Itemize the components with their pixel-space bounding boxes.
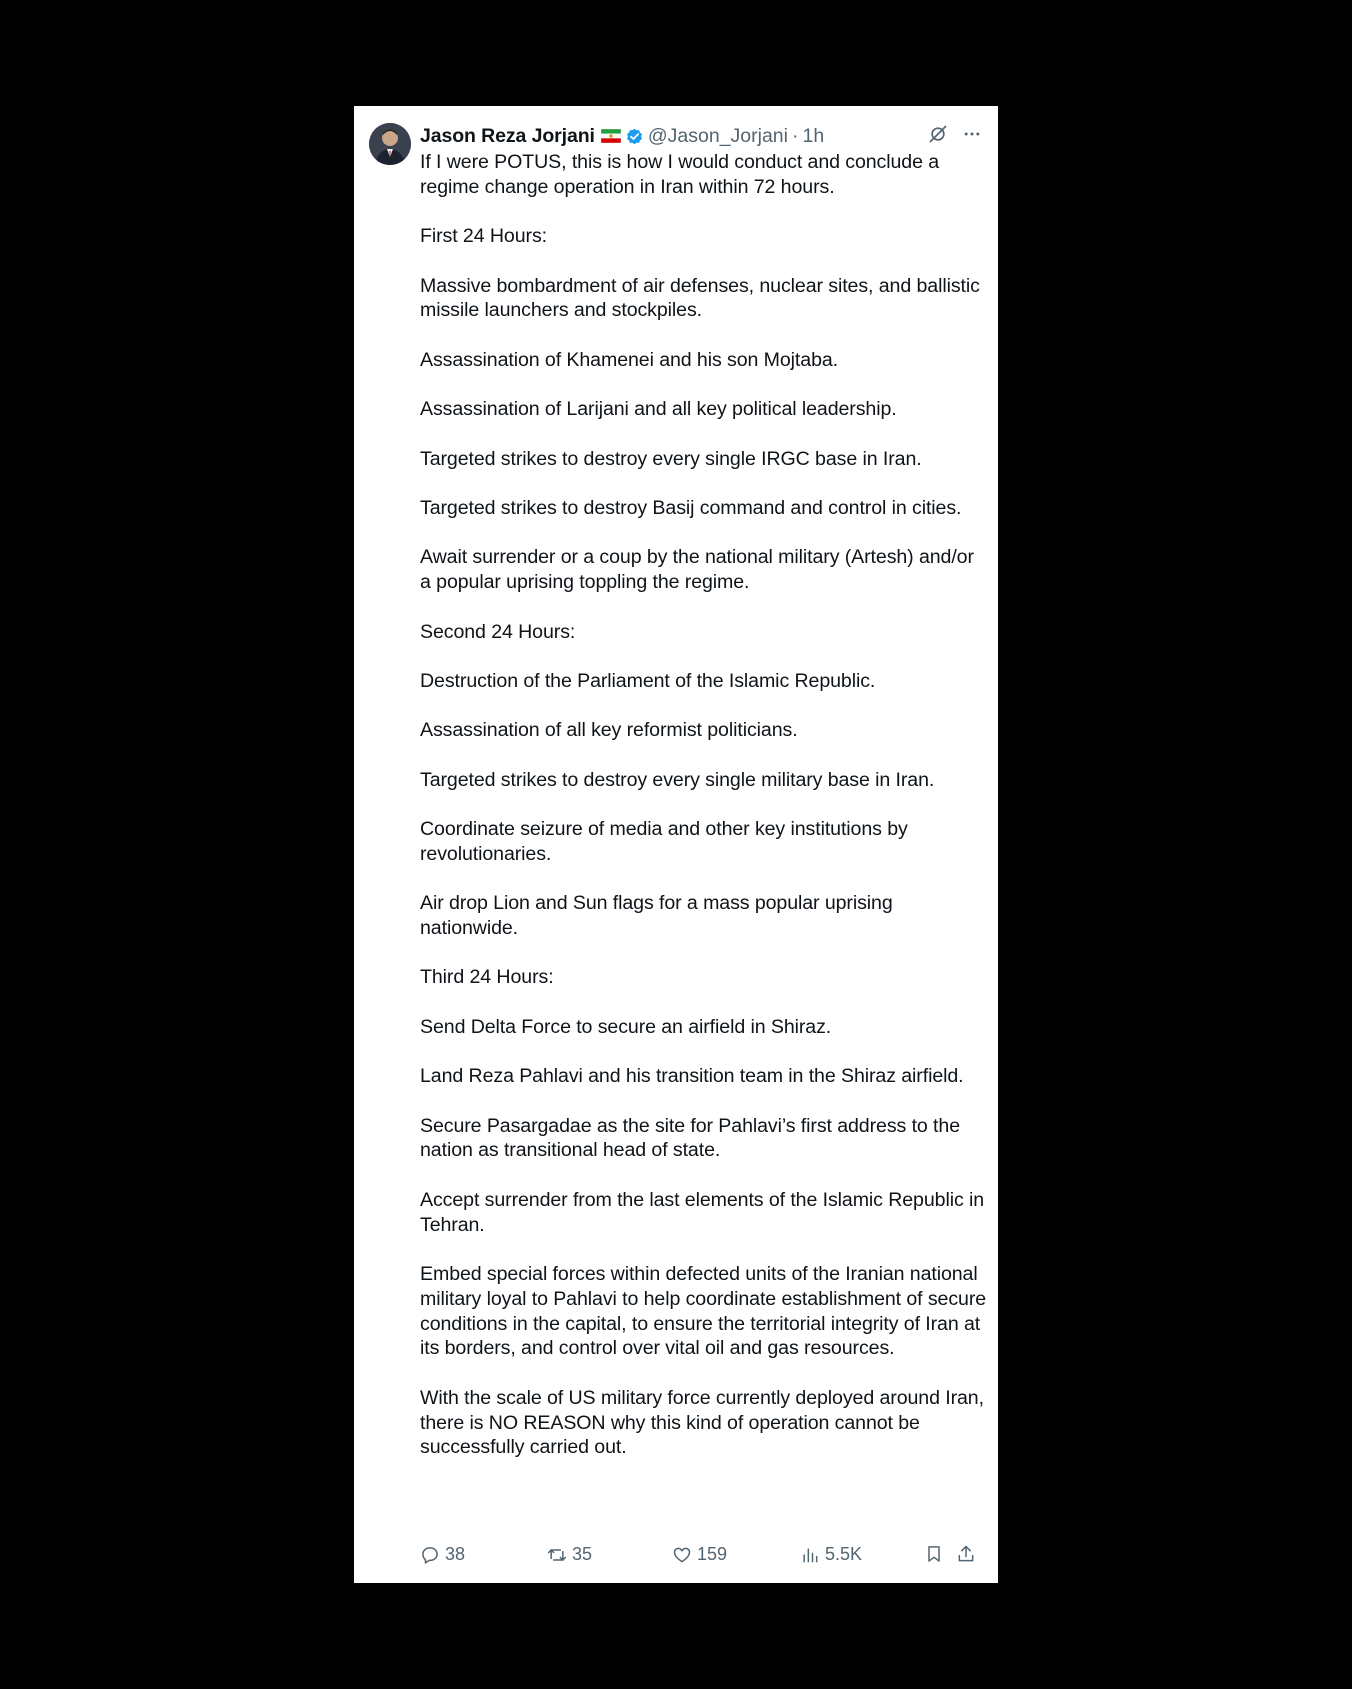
repost-icon [547,1545,567,1565]
share-button[interactable] [956,1544,976,1564]
avatar[interactable] [369,123,411,165]
tweet-paragraph: First 24 Hours: [420,225,547,248]
tweet-paragraph: If I were POTUS, this is how I would conduct and conclude a regime change operation in Iran within 72 hours. [420,151,940,198]
like-count: 159 [697,1544,728,1564]
tweet-paragraph: Embed special forces within defected units of the Iranian national military loyal to Pahlavi to help coordinate establishment of secure conditions in the capital, to ensure the territorial integrity of Iran at its borders, and control over vital oil and gas resources. [420,1263,987,1360]
tweet-paragraph: Land Reza Pahlavi and his transition team in the Shiraz airfield. [420,1065,964,1088]
bookmark-button[interactable] [924,1544,944,1564]
tweet-header [420,123,824,149]
tweet-action-bar [420,1544,984,1578]
views-icon [800,1545,820,1565]
tweet-paragraph: Massive bombardment of air defenses, nuclear sites, and ballistic missile launchers and stockpiles. [420,274,980,322]
views-button[interactable] [800,1544,862,1565]
tweet-paragraph: With the scale of US military force currently deployed around Iran, there is NO REASON why this kind of operation cannot be successfully carried out. [420,1386,984,1459]
tweet-top-actions [928,124,982,144]
more-icon[interactable] [962,124,982,144]
bookmark-icon [924,1544,944,1564]
tweet-paragraph: Assassination of Larijani and all key political leadership. [420,398,897,421]
like-button[interactable] [672,1544,727,1565]
separator-dot: · [791,124,799,147]
tweet-paragraph: Assassination of Khamenei and his son Mojtaba. [420,348,839,371]
tweet-paragraph: Await surrender or a coup by the national military (Artesh) and/or a popular uprising toppling the regime. [420,546,974,594]
iran-lion-and-sun-flag-icon [601,129,621,143]
tweet-text [420,150,988,1460]
tweet-paragraph: Targeted strikes to destroy every single IRGC base in Iran. [420,447,922,470]
share-icon [956,1544,976,1564]
tweet-paragraph: Accept surrender from the last elements of the Islamic Republic in Tehran. [420,1188,985,1236]
repost-count: 35 [572,1544,593,1564]
avatar-image [369,123,411,165]
tweet-paragraph: Assassination of all key reformist politicians. [420,719,798,742]
views-count: 5.5K [825,1544,863,1564]
author-handle[interactable]: @Jason_Jorjani [647,124,788,147]
repost-button[interactable] [547,1544,592,1565]
tweet-paragraph: Destruction of the Parliament of the Islamic Republic. [420,669,876,692]
tweet-card[interactable] [354,106,998,1583]
tweet-paragraph: Third 24 Hours: [420,966,554,989]
author-name[interactable]: Jason Reza Jorjani [420,124,595,147]
tweet-timestamp[interactable]: 1h [802,124,825,147]
grok-icon[interactable] [928,124,948,144]
like-icon [672,1545,692,1565]
reply-count: 38 [445,1544,466,1564]
tweet-paragraph: Second 24 Hours: [420,620,576,643]
verified-badge-icon [625,127,644,146]
reply-button[interactable] [420,1544,465,1565]
tweet-paragraph: Secure Pasargadae as the site for Pahlavi’s first address to the nation as transitional head of state. [420,1114,960,1162]
reply-icon [420,1545,440,1565]
tweet-paragraph: Targeted strikes to destroy Basij command and control in cities. [420,496,962,519]
tweet-paragraph: Targeted strikes to destroy every single military base in Iran. [420,768,935,791]
tweet-paragraph: Send Delta Force to secure an airfield in Shiraz. [420,1015,832,1038]
tweet-paragraph: Air drop Lion and Sun flags for a mass popular uprising nationwide. [420,892,893,940]
tweet-paragraph: Coordinate seizure of media and other key institutions by revolutionaries. [420,818,908,865]
